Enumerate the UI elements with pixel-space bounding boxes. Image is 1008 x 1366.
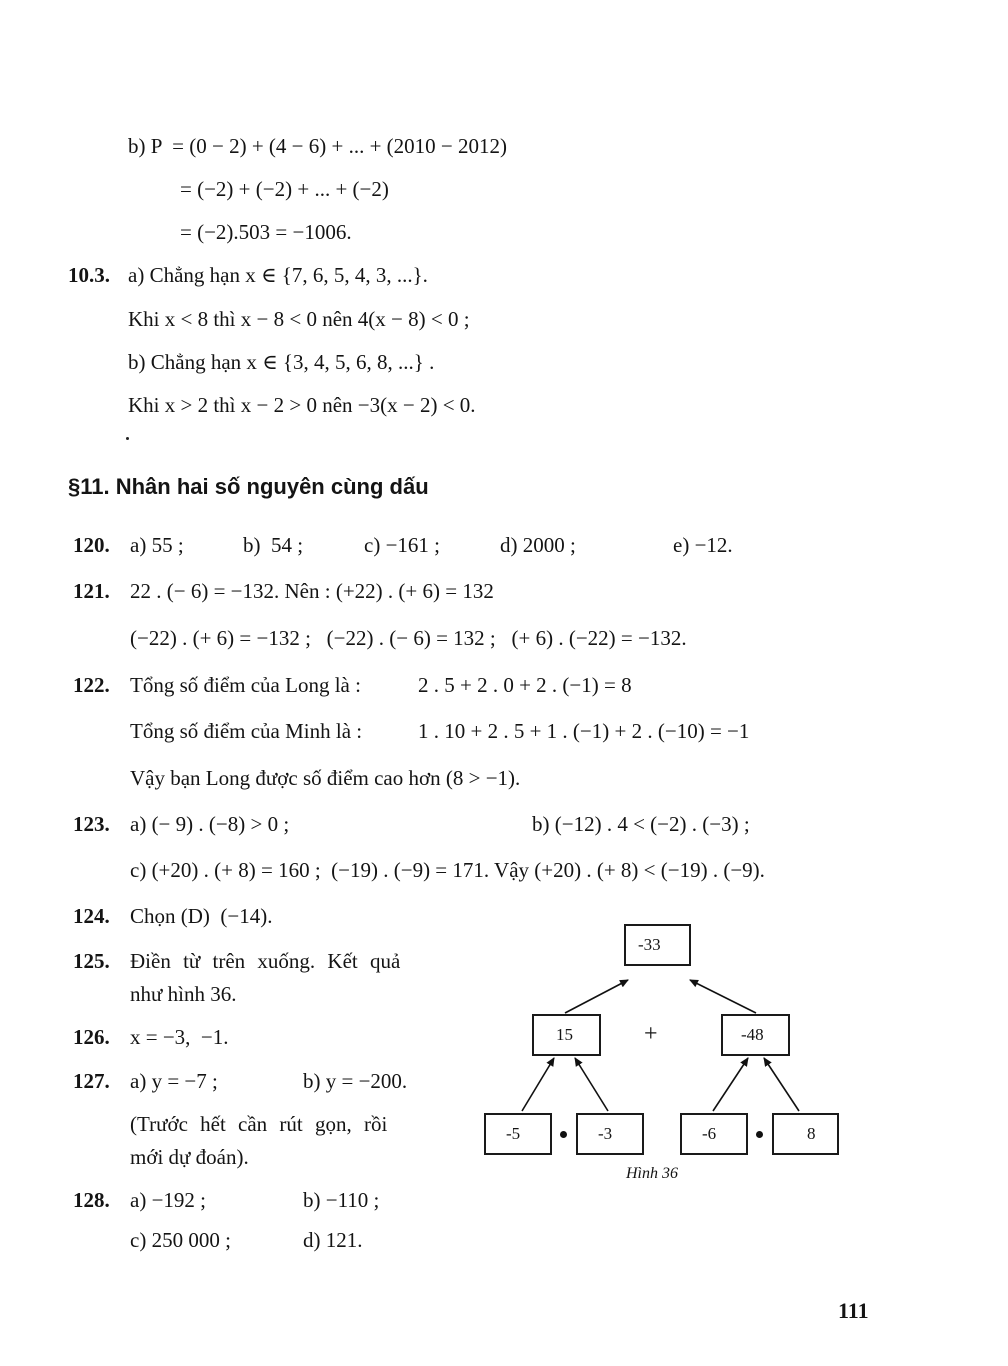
ex127-a: a) y = −7 ; (130, 1069, 218, 1093)
figure-box-mid-left-value: 15 (556, 1025, 573, 1044)
ex128-c: c) 250 000 ; (130, 1228, 231, 1252)
ex128-b: b) −110 ; (303, 1188, 380, 1212)
ex10-3-line-3: b) Chẳng hạn x ∈ {3, 4, 5, 6, 8, ...} . (128, 350, 435, 374)
ex120-b: b) 54 ; (243, 533, 304, 557)
figure-multiply-dot-left (560, 1131, 567, 1138)
arrow-br1-to-mid-right (713, 1058, 748, 1111)
exercise-number-120: 120. (73, 533, 110, 557)
ex120-c: c) −161 ; (364, 533, 440, 557)
figure-box-bottom-3 (680, 1113, 748, 1155)
figure-box-bottom-1 (484, 1113, 552, 1155)
figure-box-mid-left (532, 1014, 601, 1056)
ex122-line-2-label: Tổng số điểm của Minh là : (130, 719, 363, 743)
prev-line-3: = (−2).503 = −1006. (180, 220, 352, 244)
prev-line-1: b) P = (0 − 2) + (4 − 6) + ... + (2010 − 2012) (128, 134, 508, 158)
arrow-br2-to-mid-right (764, 1058, 799, 1111)
ex124-text: Chọn (D) (−14). (130, 904, 273, 928)
ex122-line-1-label: Tổng số điểm của Long là : (130, 673, 361, 697)
ex127-b: b) y = −200. (303, 1069, 408, 1093)
ex121-line-2: (−22) . (+ 6) = −132 ; (−22) . (− 6) = 132 ; (+ 6) . (−22) = −132. (130, 626, 687, 650)
figure-box-mid-right-value: -48 (741, 1025, 764, 1044)
ex123-c: c) (+20) . (+ 8) = 160 ; (−19) . (−9) = 171. Vậy (+20) . (+ 8) < (−19) . (−9). (130, 858, 765, 882)
ex10-3-line-4: Khi x > 2 thì x − 2 > 0 nên −3(x − 2) < 0. (128, 393, 476, 417)
ex123-b: b) (−12) . 4 < (−2) . (−3) ; (532, 812, 750, 836)
figure-caption: Hình 36 (626, 1165, 678, 1182)
ex120-a: a) 55 ; (130, 533, 184, 557)
ex10-3-line-1: a) Chẳng hạn x ∈ {7, 6, 5, 4, 3, ...}. (128, 263, 428, 287)
exercise-number-128: 128. (73, 1188, 110, 1212)
figure-box-top-value: -33 (638, 935, 661, 954)
page-number: 111 (838, 1298, 869, 1323)
ex123-a: a) (− 9) . (−8) > 0 ; (130, 812, 290, 836)
ex125-line-2: như hình 36. (130, 982, 237, 1006)
ex128-d: d) 121. (303, 1228, 363, 1252)
ex128-a: a) −192 ; (130, 1188, 206, 1212)
exercise-number-127: 127. (73, 1069, 110, 1093)
figure-plus-sign: + (644, 1021, 658, 1047)
figure-box-bottom-4-value: 8 (807, 1124, 816, 1143)
ex122-line-3: Vậy bạn Long được số điểm cao hơn (8 > −1). (130, 766, 521, 790)
section-title: §11. Nhân hai số nguyên cùng dấu (68, 474, 429, 499)
arrow-mid-left-to-top (565, 980, 628, 1013)
ex121-line-1: 22 . (− 6) = −132. Nên : (+22) . (+ 6) = 132 (130, 579, 494, 603)
exercise-number-124: 124. (73, 904, 110, 928)
ex120-e: e) −12. (673, 533, 733, 557)
ex122-line-1-expr: 2 . 5 + 2 . 0 + 2 . (−1) = 8 (418, 673, 632, 697)
exercise-number-121: 121. (73, 579, 110, 603)
exercise-number-126: 126. (73, 1025, 110, 1049)
ex126-text: x = −3, −1. (130, 1025, 229, 1049)
exercise-number-123: 123. (73, 812, 110, 836)
figure-box-bottom-2 (576, 1113, 644, 1155)
ex125-line-1: Điền từ trên xuống. Kết quả (130, 949, 401, 973)
ex127-note-2: mới dự đoán). (130, 1145, 249, 1169)
ex10-3-line-2: Khi x < 8 thì x − 8 < 0 nên 4(x − 8) < 0 ; (128, 307, 470, 331)
exercise-number-122: 122. (73, 673, 110, 697)
ex122-line-2-expr: 1 . 10 + 2 . 5 + 1 . (−1) + 2 . (−10) = −1 (418, 719, 750, 743)
figure-box-top (624, 924, 691, 966)
ex120-d: d) 2000 ; (500, 533, 576, 557)
ex127-note-1: (Trước hết cần rút gọn, rồi (130, 1112, 388, 1136)
prev-line-2: = (−2) + (−2) + ... + (−2) (180, 177, 389, 201)
figure-box-mid-right (721, 1014, 790, 1056)
arrow-bl2-to-mid-left (575, 1058, 608, 1111)
figure-multiply-dot-right (756, 1131, 763, 1138)
figure-box-bottom-2-value: -3 (598, 1124, 613, 1143)
arrow-bl1-to-mid-left (522, 1058, 554, 1111)
exercise-number-10-3: 10.3. (68, 263, 110, 287)
arrow-mid-right-to-top (690, 980, 756, 1013)
exercise-number-125: 125. (73, 949, 110, 973)
figure-box-bottom-1-value: -5 (506, 1124, 521, 1143)
figure-box-bottom-3-value: -6 (702, 1124, 717, 1143)
figure-box-bottom-4 (772, 1113, 839, 1155)
